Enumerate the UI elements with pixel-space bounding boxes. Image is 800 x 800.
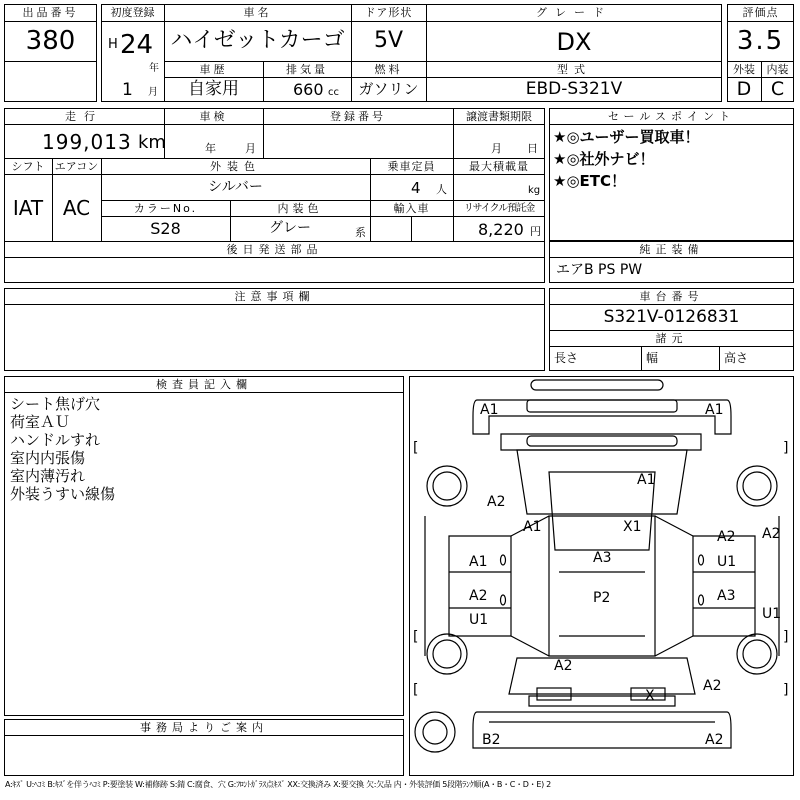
bracket-left-2: [ — [413, 629, 419, 645]
inspector-note-2: 荷室ＡＵ — [10, 413, 71, 431]
sales-point-3: ★◎ETC！ — [553, 172, 627, 190]
score: 3.5 — [736, 26, 785, 56]
later-parts-label: 後日発送部品 — [226, 243, 323, 256]
int-color-label: 内装色 — [277, 202, 323, 215]
inspector-note-3: ハンドルすれ — [10, 431, 101, 449]
score-label: 評価点 — [742, 6, 779, 19]
mark-right-front-door: A2 — [717, 529, 736, 545]
mark-left-fender: A2 — [487, 494, 506, 510]
bracket-right-2: ] — [783, 629, 789, 645]
mark-rear-bumper-left: B2 — [482, 732, 501, 748]
door-type: 5V — [373, 28, 404, 53]
chassis-number: S321V-0126831 — [603, 307, 740, 327]
sales-point-2: ★◎社外ナビ！ — [553, 150, 655, 168]
bracket-left-3: [ — [413, 682, 419, 698]
mileage-unit: km — [138, 132, 166, 153]
exterior-label: 外装 — [733, 63, 755, 76]
int-color: グレー — [269, 220, 311, 236]
model-label: 型式 — [557, 63, 591, 76]
first-reg-month: 1 — [122, 80, 133, 100]
mark-center-roof: A3 — [593, 550, 612, 566]
interior-label: 内装 — [766, 63, 789, 76]
mark-right-rear-door: A3 — [717, 588, 736, 604]
history-label: 車歴 — [199, 63, 228, 76]
legend: A:ｷｽﾞ U:ﾍｺﾐ B:ｷｽﾞを伴うﾍｺﾐ P:要塗装 W:補修跡 S:錆 C:腐食、穴 G:ﾌﾛﾝﾄｶﾞﾗｽ点ｷｽﾞ XX:交換済み X:要交換 欠:欠品 内・外装評価 5段階ﾗﾝｸ順(A・B・C・D・E) 2 — [5, 780, 551, 789]
color-no: S28 — [150, 219, 181, 238]
fuel-label: 燃料 — [374, 63, 403, 76]
mark-left-pillar: A1 — [523, 519, 542, 535]
mark-left-rear-door: A2 — [469, 588, 488, 604]
inspection-month-unit: 月 — [245, 142, 256, 155]
recycle-unit: 円 — [530, 225, 541, 238]
mark-front-right: A1 — [705, 402, 724, 418]
inspector-note-1: シート焦げ穴 — [10, 395, 101, 413]
mileage: 199,013 — [42, 130, 132, 154]
mark-rear-bumper-right: A2 — [705, 732, 724, 748]
mark-right-fender: A2 — [762, 526, 781, 542]
damage-diagram — [409, 376, 794, 776]
interior-grade: C — [770, 78, 785, 100]
fuel: ガソリン — [358, 80, 419, 98]
mark-roof: X1 — [623, 519, 642, 535]
body-color: シルバー — [208, 179, 263, 195]
mark-rear-lamp: X — [645, 688, 655, 704]
color-no-label: カラーNo. — [133, 202, 198, 215]
width-label: 幅 — [646, 351, 659, 365]
reg-no-label: 登録番号 — [330, 110, 386, 123]
sales-point-1: ★◎ユーザー買取車！ — [553, 128, 700, 146]
model-code: EBD-S321V — [525, 79, 623, 99]
shift: IAT — [12, 196, 44, 220]
ac-label: エアコン — [54, 160, 99, 173]
mark-rear-right-quarter: A2 — [703, 678, 722, 694]
car-name: ハイゼットカーゴ — [170, 28, 345, 53]
inspection-year-unit: 年 — [205, 142, 216, 155]
ac: AC — [62, 196, 91, 220]
inspector-note-5: 室内薄汚れ — [10, 467, 86, 485]
door-label: ドア形状 — [364, 6, 413, 19]
equipment: エアB PS PW — [556, 262, 643, 278]
inspector-note-6: 外装うすい線傷 — [10, 485, 116, 503]
year-unit: 年 — [149, 63, 159, 74]
capacity: 4 — [411, 179, 421, 197]
first-reg-year: 24 — [120, 30, 154, 60]
transfer-month-unit: 月 — [491, 142, 502, 155]
mark-left-rear-door-dent: U1 — [469, 612, 489, 628]
transfer-label: 譲渡書類期限 — [466, 110, 532, 123]
lot-label: 出品番号 — [22, 6, 79, 19]
sales-label: セールスポイント — [607, 110, 735, 123]
mileage-label: 走行 — [65, 110, 103, 123]
height-label: 高さ — [724, 351, 749, 365]
office-label: 事務局よりご案内 — [140, 721, 268, 734]
bracket-left-1: [ — [413, 440, 419, 456]
mark-right-front-door-dent: U1 — [717, 554, 737, 570]
length-label: 長さ — [554, 351, 579, 365]
inspector-label: 検査員記入欄 — [156, 378, 252, 391]
mark-center-body: P2 — [593, 590, 611, 606]
color-label: 外装色 — [210, 160, 261, 173]
dims-label: 諸元 — [655, 332, 688, 345]
inspector-note-4: 室内内張傷 — [10, 449, 86, 467]
displacement: 660 — [293, 80, 324, 99]
displacement-unit: cc — [328, 87, 339, 98]
history: 自家用 — [188, 79, 239, 99]
first-reg-label: 初度登録 — [110, 6, 155, 19]
load-unit: kg — [528, 185, 541, 196]
lot-number: 380 — [25, 26, 76, 56]
notes-label: 注意事項欄 — [234, 290, 315, 303]
bracket-right-1: ] — [783, 440, 789, 456]
equipment-label: 純正装備 — [639, 243, 704, 256]
load-label: 最大積載量 — [469, 160, 529, 173]
chassis-label: 車台番号 — [639, 290, 704, 303]
recycle-fee: 8,220 — [478, 220, 524, 239]
month-unit: 月 — [148, 87, 158, 98]
exterior-grade: D — [736, 78, 752, 100]
car-name-label: 車名 — [243, 6, 272, 19]
mark-right-rear-panel: U1 — [762, 606, 782, 622]
mark-front-left: A1 — [480, 402, 499, 418]
recycle-label: リサイクル預託金 — [463, 203, 535, 214]
grade-label: グレード — [536, 6, 612, 19]
inspection-label: 車検 — [199, 110, 228, 123]
era-prefix: H — [108, 37, 118, 52]
mark-hood: A1 — [637, 472, 656, 488]
grade: DX — [556, 28, 592, 56]
mark-rear-left: A2 — [554, 658, 573, 674]
transfer-day-unit: 日 — [527, 142, 538, 155]
capacity-label: 乗車定員 — [387, 160, 436, 173]
mark-left-front-door: A1 — [469, 554, 488, 570]
bracket-right-3: ] — [783, 682, 789, 698]
displacement-label: 排気量 — [286, 63, 328, 76]
shift-label: シフト — [11, 160, 45, 173]
capacity-unit: 人 — [436, 183, 447, 196]
int-color-unit: 系 — [355, 226, 366, 239]
import-label: 輸入車 — [393, 202, 430, 215]
